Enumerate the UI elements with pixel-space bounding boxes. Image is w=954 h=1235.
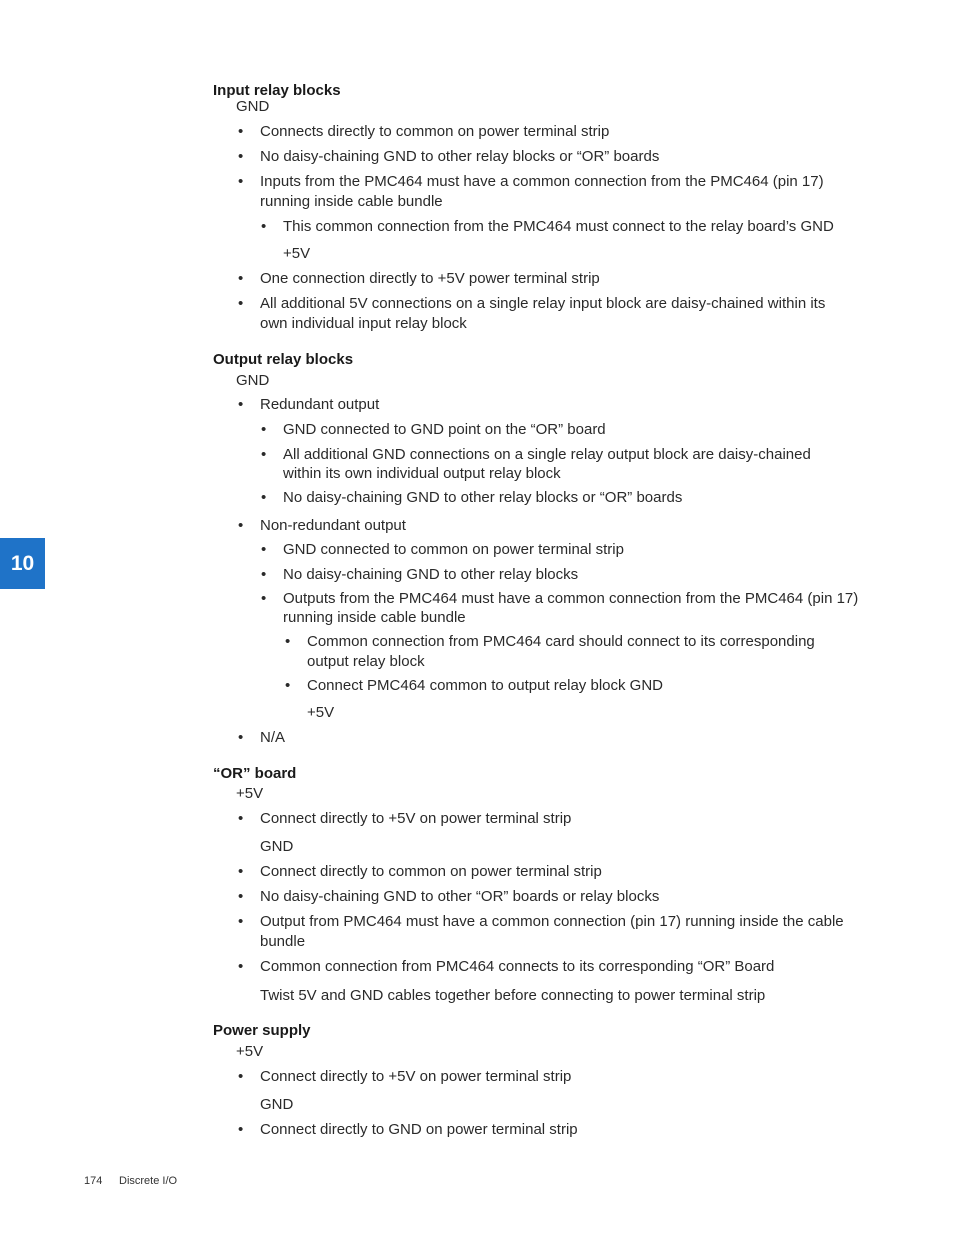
bullet-icon: • <box>238 148 244 165</box>
bullet-icon: • <box>238 270 244 287</box>
list-item-text: GND connected to common on power terminal strip <box>283 541 624 558</box>
section-heading: Output relay blocks <box>213 351 354 368</box>
bullet-icon: • <box>238 863 244 880</box>
list-item-text: All additional 5V connections on a single relay input block are daisy-chained within its <box>260 295 826 312</box>
bullet-icon: • <box>238 729 244 746</box>
list-item-text: Connect directly to +5V on power terminal strip <box>260 810 572 827</box>
section-heading: “OR” board <box>213 765 297 782</box>
body-text: +5V <box>283 245 311 262</box>
body-text: Twist 5V and GND cables together before connecting to power terminal strip <box>260 987 766 1004</box>
body-text: running inside cable bundle <box>283 609 466 626</box>
list-item-text: Connect directly to +5V on power terminal strip <box>260 1068 572 1085</box>
bullet-icon: • <box>238 810 244 827</box>
list-item-text: One connection directly to +5V power terminal strip <box>260 270 600 287</box>
body-text: +5V <box>236 785 264 802</box>
list-item-text: N/A <box>260 729 286 746</box>
bullet-icon: • <box>261 590 267 607</box>
list-item-text: Common connection from PMC464 card should connect to its corresponding <box>307 633 815 650</box>
body-text: own individual input relay block <box>260 315 467 332</box>
list-item-text: No daisy-chaining GND to other “OR” boards or relay blocks <box>260 888 660 905</box>
section-heading: Power supply <box>213 1022 311 1039</box>
bullet-icon: • <box>238 173 244 190</box>
list-item-text: Connect directly to GND on power terminal strip <box>260 1121 578 1138</box>
body-text: +5V <box>307 704 335 721</box>
list-item-text: Connects directly to common on power terminal strip <box>260 123 610 140</box>
bullet-icon: • <box>238 295 244 312</box>
body-text: running inside cable bundle <box>260 193 443 210</box>
bullet-icon: • <box>261 566 267 583</box>
list-item-text: Non-redundant output <box>260 517 406 534</box>
bullet-icon: • <box>261 541 267 558</box>
bullet-icon: • <box>285 633 291 650</box>
list-item-text: Redundant output <box>260 396 380 413</box>
list-item-text: Outputs from the PMC464 must have a common connection from the PMC464 (pin 17) <box>283 590 859 607</box>
list-item-text: Connect PMC464 common to output relay block GND <box>307 677 663 694</box>
bullet-icon: • <box>261 421 267 438</box>
list-item-text: Common connection from PMC464 connects to its corresponding “OR” Board <box>260 958 775 975</box>
list-item-text: GND connected to GND point on the “OR” board <box>283 421 606 438</box>
body-text: +5V <box>236 1043 264 1060</box>
bullet-icon: • <box>285 677 291 694</box>
section-heading: Input relay blocks <box>213 82 341 99</box>
bullet-icon: • <box>238 396 244 413</box>
body-text: GND <box>260 1096 294 1113</box>
bullet-icon: • <box>238 517 244 534</box>
page-number: 174 <box>84 1175 103 1187</box>
bullet-icon: • <box>238 913 244 930</box>
list-item-text: No daisy-chaining GND to other relay blocks <box>283 566 579 583</box>
list-item-text: This common connection from the PMC464 must connect to the relay board’s GND <box>283 218 834 235</box>
list-item-text: All additional GND connections on a single relay output block are daisy-chained <box>283 446 811 463</box>
bullet-icon: • <box>238 958 244 975</box>
body-text: output relay block <box>307 653 425 670</box>
body-text: GND <box>236 372 270 389</box>
list-item-text: No daisy-chaining GND to other relay blocks or “OR” boards <box>260 148 660 165</box>
body-text: GND <box>260 838 294 855</box>
bullet-icon: • <box>238 123 244 140</box>
list-item-text: Output from PMC464 must have a common connection (pin 17) running inside the cable <box>260 913 844 930</box>
bullet-icon: • <box>238 1121 244 1138</box>
list-item-text: No daisy-chaining GND to other relay blocks or “OR” boards <box>283 489 683 506</box>
list-item-text: Inputs from the PMC464 must have a common connection from the PMC464 (pin 17) <box>260 173 824 190</box>
bullet-icon: • <box>238 888 244 905</box>
chapter-tab: 10 <box>0 538 45 589</box>
footer-section-title: Discrete I/O <box>119 1175 178 1187</box>
bullet-icon: • <box>261 446 267 463</box>
body-text: bundle <box>260 933 306 950</box>
body-text: GND <box>236 98 270 115</box>
list-item-text: Connect directly to common on power terminal strip <box>260 863 602 880</box>
bullet-icon: • <box>238 1068 244 1085</box>
body-text: within its own individual output relay block <box>283 465 561 482</box>
bullet-icon: • <box>261 218 267 235</box>
bullet-icon: • <box>261 489 267 506</box>
